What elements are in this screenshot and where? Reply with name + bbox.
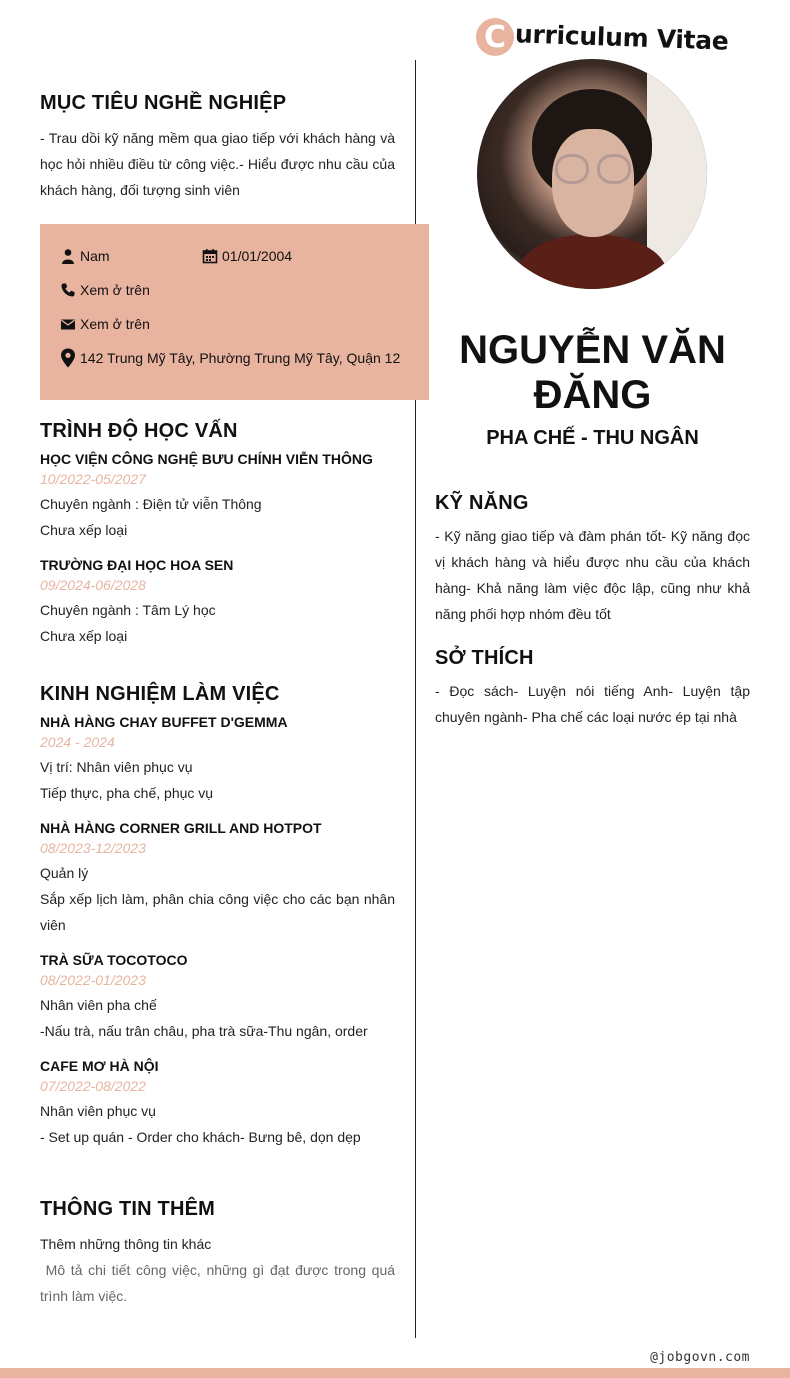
experience-role: Quản lý [40,865,89,881]
career-goal-title: MỤC TIÊU NGHỀ NGHIỆP [40,92,287,114]
skills-text: - Kỹ năng giao tiếp và đàm phán tốt- Kỹ năng đọc vị khách hàng và hiểu được nhu cầu của khách hàng- Khả năng làm việc độc lập, cũng như khả năng phối hợp nhóm đều tốt [435,528,750,622]
calendar-icon [202,248,218,264]
experience-date: 2024 - 2024 [40,734,115,750]
watermark: @jobgovn.com [650,1350,750,1365]
experience-description: - Set up quán - Order cho khách- Bưng bê, dọn dẹp [40,1129,361,1145]
extra-info-text: Mô tả chi tiết công việc, những gì đạt được trong quá trình làm việc. [40,1262,399,1304]
experience-entry [40,820,395,938]
experience-org: NHÀ HÀNG CHAY BUFFET D'GEMMA [40,714,288,730]
education-grade: Chưa xếp loại [40,522,128,538]
extra-info-heading: Thêm những thông tin khác [40,1236,212,1252]
email-value: Xem ở trên [80,316,150,332]
address-value: 142 Trung Mỹ Tây, Phường Trung Mỹ Tây, Quận 12 [80,350,401,366]
gender-value: Nam [80,248,110,264]
education-title: TRÌNH ĐỘ HỌC VẤN [40,420,238,442]
hobbies-title: SỞ THÍCH [435,647,534,669]
footer-bar [0,1368,790,1378]
experience-org: TRÀ SỮA TOCOTOCO [40,952,188,968]
phone-value: Xem ở trên [80,282,150,298]
email-row [60,316,150,332]
gender-row [60,248,110,264]
education-org: TRƯỜNG ĐẠI HỌC HOA SEN [40,557,234,573]
career-goal-section [40,92,395,203]
experience-entry [40,714,395,806]
experience-entry [40,952,395,1044]
experience-date: 08/2022-01/2023 [40,972,146,988]
experience-date: 07/2022-08/2022 [40,1078,146,1094]
location-pin-icon [60,348,76,368]
education-date: 09/2024-06/2028 [40,577,146,593]
education-major: Chuyên ngành : Điện tử viễn Thông [40,496,262,512]
career-goal-text: - Trau dồi kỹ năng mềm qua giao tiếp với khách hàng và học hỏi nhiều điều từ công việc.- Hiểu được nhu cầu của khách hàng, đối tượng sinh viên [40,130,395,198]
logo-initial: C [476,18,514,56]
experience-description: Tiếp thực, pha chế, phục vụ [40,785,214,801]
experience-description: -Nấu trà, nấu trân châu, pha trà sữa-Thu ngân, order [40,1023,368,1039]
envelope-icon [60,316,76,332]
education-grade: Chưa xếp loại [40,628,128,644]
experience-org: CAFE MƠ HÀ NỘI [40,1058,159,1074]
profile-photo [477,59,707,289]
birthday-row [202,248,292,264]
extra-info-section [40,1198,399,1309]
experience-date: 08/2023-12/2023 [40,840,146,856]
phone-icon [60,282,76,298]
job-title: PHA CHẾ - THU NGÂN [486,427,699,449]
phone-row [60,282,150,298]
extra-info-title: THÔNG TIN THÊM [40,1198,216,1220]
logo-text: urriculum Vitae [514,18,729,56]
education-major: Chuyên ngành : Tâm Lý học [40,602,216,618]
education-org: HỌC VIỆN CÔNG NGHỆ BƯU CHÍNH VIỄN THÔNG [40,451,373,467]
experience-role: Nhân viên pha chế [40,997,157,1013]
education-section [40,420,395,663]
experience-section [40,683,395,1164]
address-row [60,348,400,368]
full-name: NGUYỄN VĂN ĐĂNG [459,328,726,417]
person-icon [60,248,76,264]
cv-logo [476,18,729,56]
experience-role: Nhân viên phục vụ [40,1103,156,1119]
personal-info-box [40,224,429,400]
experience-description: Sắp xếp lịch làm, phân chia công việc cho các bạn nhân viên [40,891,395,933]
education-entry [40,557,395,649]
experience-role: Vị trí: Nhân viên phục vụ [40,759,193,775]
experience-entry [40,1058,395,1150]
hobbies-text: - Đọc sách- Luyện nói tiếng Anh- Luyện tập chuyên ngành- Pha chế các loại nước ép tại nhà [435,683,750,725]
experience-title: KINH NGHIỆM LÀM VIỆC [40,683,280,705]
experience-org: NHÀ HÀNG CORNER GRILL AND HOTPOT [40,820,322,836]
skills-section [435,492,750,730]
education-date: 10/2022-05/2027 [40,471,146,487]
birthday-value: 01/01/2004 [222,248,293,264]
education-entry [40,451,395,543]
skills-title: KỸ NĂNG [435,492,529,514]
